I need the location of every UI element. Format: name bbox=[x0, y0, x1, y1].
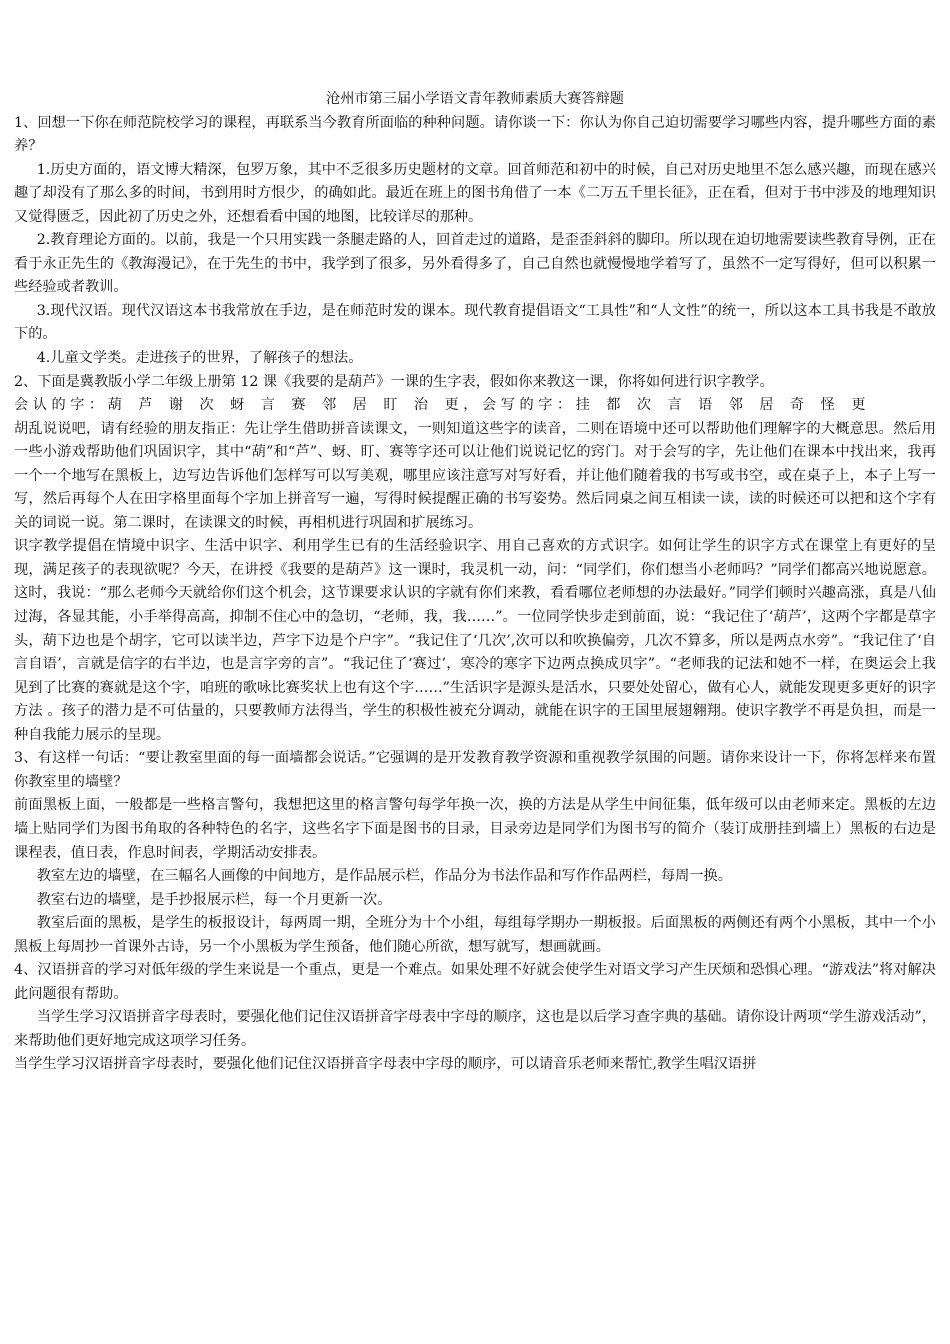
question-3: 3、有这样一句话：“要让教室里面的每一面墙都会说话。”它强调的是开发教育教学资源和重视教学氛围的问题。请你来设计一下，你将怎样来布置你教室里的墙壁？ bbox=[14, 750, 936, 790]
answer-1-item-3: 3.现代汉语。现代汉语这本书我常放在手边，是在师范时发的课本。现代教育提倡语文“工具性”和“人文性”的统一，所以这本工具书我是不敢放下的。 bbox=[14, 302, 936, 343]
answer-3-paragraph-2: 教室左边的墙壁，在三幅名人画像的中间地方，是作品展示栏，作品分为书法作品和写作作品两栏，每周一换。 bbox=[36, 868, 732, 885]
answer-1-item-2: 2.教育理论方面的。以前，我是一个只用实践一条腿走路的人，回首走过的道路，是歪歪斜斜的脚印。所以现在迫切地需要读些教育导例，正在看于永正先生的《教海漫记》，在于先生的书中，我学到了很多，另外看得多了，自己自然也就慢慢地学着写了，虽然不一定写得好，但可以积累一些经验或者教训。 bbox=[14, 232, 936, 296]
answer-2-paragraph-1: 胡乱说说吧，请有经验的朋友指正：先让学生借助拼音读课文，一则知道这些字的读音，二则在语境中还可以帮助他们理解字的大概意思。然后用一些小游戏帮助他们巩固识字，其中“葫”和“芦”、蚜、盯、赛等字还可以让他们说说记忆的窍门。对于会写的字，先让他们在课本中找出来，我再一个一个地写在黑板上，边写边告诉他们怎样写可以写美观，哪里应该注意写对写好看，并让他们随着我的书写或书空，或在桌子上，本子上写一写，然后再每个人在田字格里面每个字加上拼音写一遍，写得时候提醒正确的书写姿势。然后同桌之间互相读一读，读的时候还可以把和这个字有关的词说一说。第二课时，在读课文的时候，再相机进行巩固和扩展练习。 bbox=[14, 420, 936, 531]
question-4-part-2: 当学生学习汉语拼音字母表时，要强化他们记住汉语拼音字母表中字母的顺序，这也是以后学习查字典的基础。请你设计两项“学生游戏活动”，来帮助他们更好地完成这项学习任务。 bbox=[14, 1009, 936, 1049]
question-1: 1、回想一下你在师范院校学习的课程，再联系当今教育所面临的种种问题。请你谈一下：你认为你自己迫切需要学习哪些内容，提升哪些方面的素养？ bbox=[14, 114, 936, 155]
answer-4-paragraph-1: 当学生学习汉语拼音字母表时，要强化他们记住汉语拼音字母表中字母的顺序，可以请音乐老师来帮忙,教学生唱汉语拼 bbox=[14, 1056, 757, 1073]
document-title: 沧州市第三届小学语文青年教师素质大赛答辩题 bbox=[326, 91, 624, 107]
answer-2-paragraph-2: 识字教学提倡在情境中识字、生活中识字、利用学生已有的生活经验识字、用自己喜欢的方式识字。如何让学生的识字方式在课堂上有更好的呈现，满足孩子的表现欲呢？今天，在讲授《我要的是葫芦》这一课时，我灵机一动，问：“同学们，你们想当小老师吗？”同学们都高兴地说愿意。这时，我说：“那么老师今天就给你们这个机会，这节课要求认识的字就有你们来教，看看哪位老师想的办法最好。”同学们顿时兴趣高涨，真是八仙过海，各显其能，小手举得高高，抑制不住心中的急切，“老师，我，我……”。一位同学快步走到前面，说：“我记住了‘葫芦’，这两个字都是草字头，葫下边也是个胡字，它可以读半边，芦字下边是个户字”。“我记住了‘几次’,次可以和吹换偏旁，几次不算多，所以是两点水旁”。“我记住了‘自言自语’，言就是信字的右半边，也是言字旁的言”。“我记住了‘赛过’，寒冷的寒字下边两点换成贝字”。“老师我的记法和她不一样，在奥运会上我见到了比赛的赛就是这个字，咱班的歌咏比赛奖状上也有这个字……”生活识字是源头是活水，只要处处留心，做有心人，就能发现更多更好的识字方法 。孩子的潜力是不可估量的，只要教师方法得当，学生的积极性被充分调动，就能在识字的王国里展翅翱翔。使识字教学不再是负担，而是一种自我能力展示的呈现。 bbox=[14, 538, 936, 743]
answer-3-paragraph-4: 教室后面的黑板，是学生的板报设计，每两周一期，全班分为十个小组，每组每学期办一期板报。后面黑板的两侧还有两个小黑板，其中一个小黑板上每周抄一首课外古诗，另一个小黑板为学生预备，他们随心所欲，想写就写，想画就画。 bbox=[14, 915, 936, 955]
answer-1-item-1: 1.历史方面的，语文博大精深，包罗万象，其中不乏很多历史题材的文章。回首师范和初中的时候，自己对历史地里不怎么感兴趣，而现在感兴趣了却没有了那么多的时间，书到用时方恨少，的确如此。最近在班上的图书角借了一本《二万五千里长征》，正在看，但对于书中涉及的地理知识又觉得匮乏，因此初了历史之外，还想看看中国的地图，比较详尽的那种。 bbox=[14, 161, 936, 225]
question-2: 2、下面是冀教版小学二年级上册第 12 课《我要的是葫芦》一课的生字表，假如你来教这一课，你将如何进行识字教学。 bbox=[14, 373, 774, 390]
character-list: 会认的字：葫 芦 谢 次 蚜 言 赛 邻 居 盯 治 更，会写的字：挂 都 次 言 语 邻 居 奇 怪 更 bbox=[14, 397, 871, 414]
answer-1-item-4: 4.儿童文学类。走进孩子的世界，了解孩子的想法。 bbox=[36, 350, 363, 367]
question-4: 4、汉语拼音的学习对低年级的学生来说是一个重点，更是一个难点。如果处理不好就会使学生对语文学习产生厌烦和恐惧心理。“游戏法”将对解决此问题很有帮助。 bbox=[14, 962, 936, 1002]
document-page bbox=[14, 88, 936, 1077]
answer-3-paragraph-1: 前面黑板上面，一般都是一些格言警句，我想把这里的格言警句每学年换一次，换的方法是从学生中间征集，低年级可以由老师来定。黑板的左边墙上贴同学们为图书角取的各种特色的名字，这些名字下面是图书的目录，目录旁边是同学们为图书写的简介（装订成册挂到墙上）黑板的右边是课程表，值日表，作息时间表，学期活动安排表。 bbox=[14, 797, 936, 861]
answer-3-paragraph-3: 教室右边的墙壁，是手抄报展示栏，每一个月更新一次。 bbox=[36, 891, 392, 908]
